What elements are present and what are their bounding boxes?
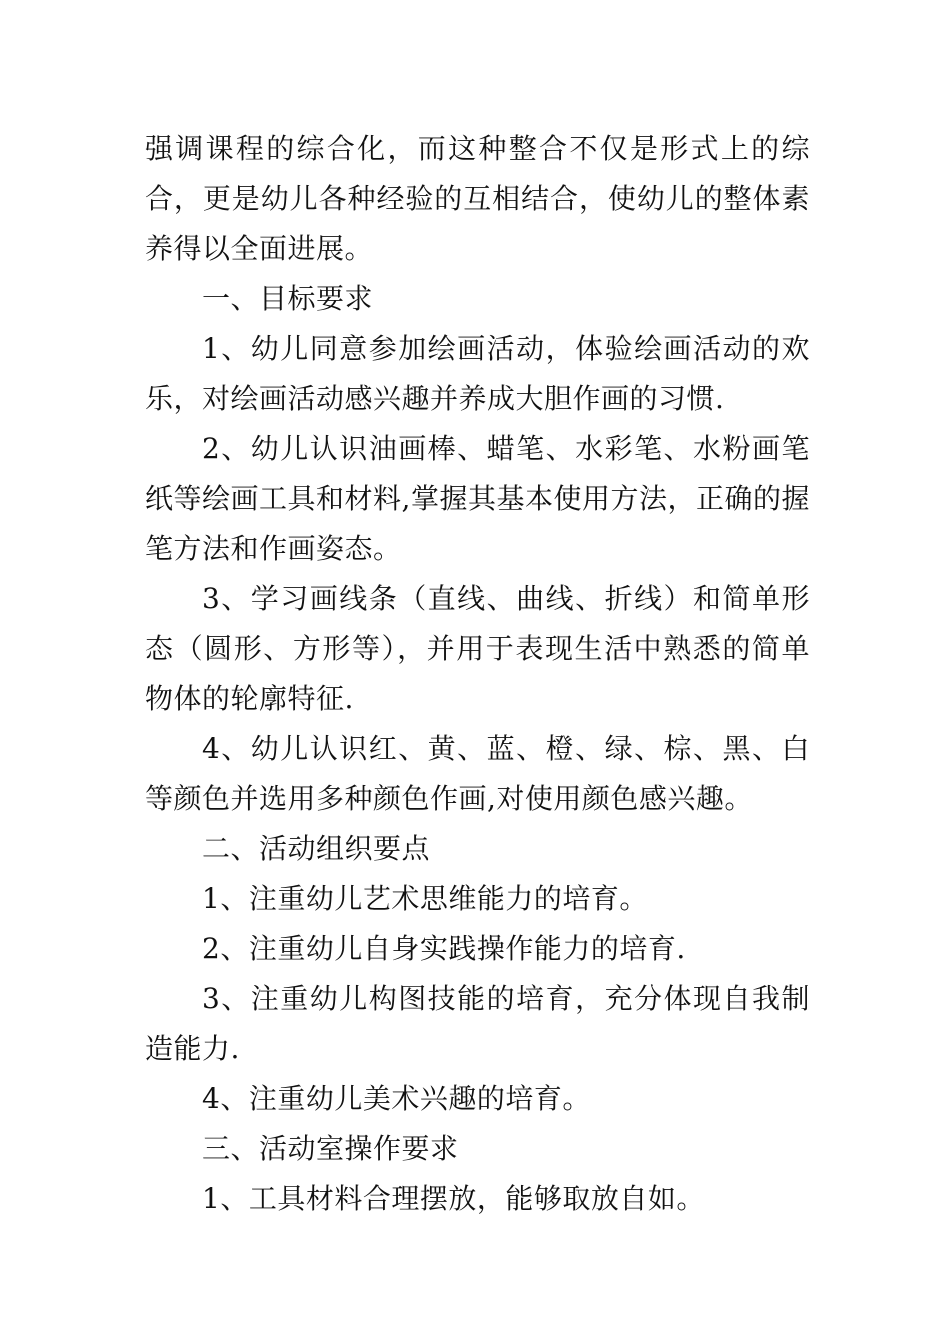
organization-item-2: 2、注重幼儿自身实践操作能力的培育. bbox=[202, 932, 686, 965]
goal-item-1: 1、幼儿同意参加绘画活动，体验绘画活动的欢乐，对绘画活动感兴趣并养成大胆作画的习惯. bbox=[145, 332, 810, 415]
paragraph-intro: 强调课程的综合化，而这种整合不仅是形式上的综合，更是幼儿各种经验的互相结合，使幼儿的整体素养得以全面进展。 bbox=[145, 132, 810, 265]
organization-item-3: 3、注重幼儿构图技能的培育，充分体现自我制造能力. bbox=[145, 982, 810, 1065]
goal-item-4: 4、幼儿认识红、黄、蓝、橙、绿、棕、黑、白等颜色并选用多种颜色作画,对使用颜色感兴趣。 bbox=[145, 732, 810, 815]
section-heading-organization: 二、活动组织要点 bbox=[202, 832, 431, 865]
document-body bbox=[145, 124, 810, 1224]
goal-item-3: 3、学习画线条（直线、曲线、折线）和简单形态（圆形、方形等），并用于表现生活中熟悉的简单物体的轮廓特征. bbox=[145, 582, 810, 715]
organization-item-1: 1、注重幼儿艺术思维能力的培育。 bbox=[202, 882, 648, 915]
section-heading-room-requirements: 三、活动室操作要求 bbox=[202, 1132, 459, 1165]
goal-item-2: 2、幼儿认识油画棒、蜡笔、水彩笔、水粉画笔纸等绘画工具和材料,掌握其基本使用方法，正确的握笔方法和作画姿态。 bbox=[145, 432, 810, 565]
room-requirement-item-1: 1、工具材料合理摆放，能够取放自如。 bbox=[202, 1182, 705, 1215]
organization-item-4: 4、注重幼儿美术兴趣的培育。 bbox=[202, 1082, 591, 1115]
section-heading-goals: 一、目标要求 bbox=[202, 282, 374, 315]
